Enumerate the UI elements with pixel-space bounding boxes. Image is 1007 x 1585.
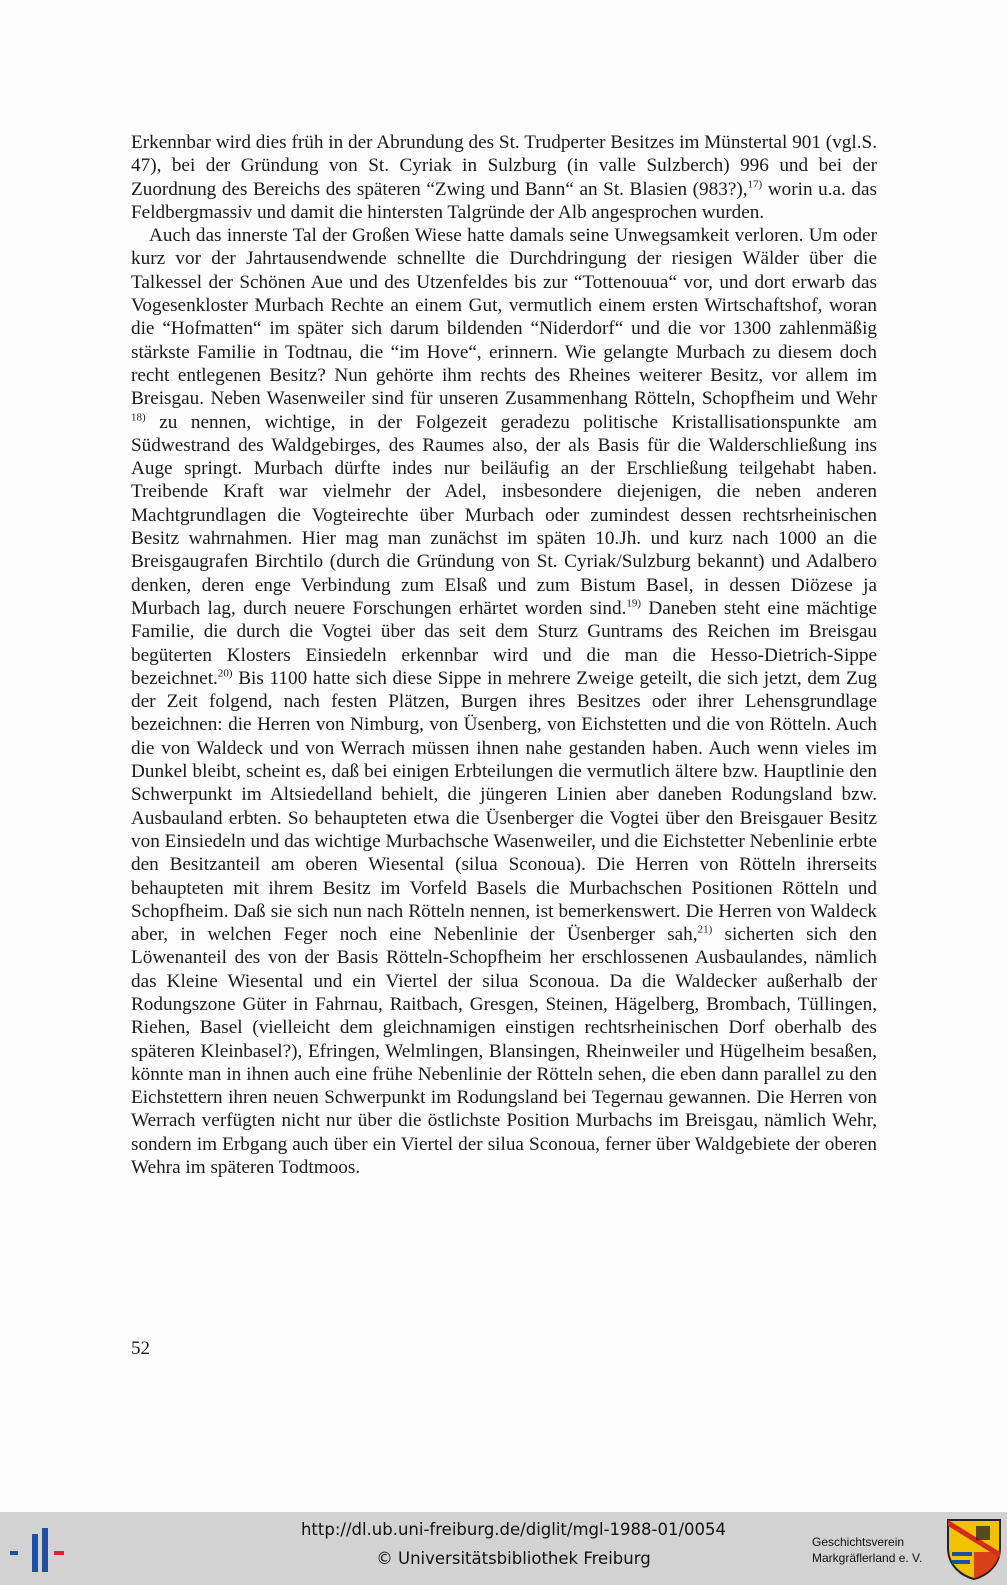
paragraph-text: Erkennbar wird dies früh in der Abrundung des St. Trudperter Besitzes im Münstertal 901 (vgl.S. 47), bei der Gründung von St. Cyriak in Sulzburg (in valle Sulzberch) 996 und bei der Zuordnung des Bereichs des späteren “Zwing und Bann“ an St. Blasien (983?), [131,132,877,200]
coat-of-arms-icon [946,1518,1002,1580]
footnote-marker: 17) [747,178,763,191]
body-text [131,131,877,1179]
paragraph-text: Bis 1100 hatte sich diese Sippe in mehrere Zweige geteilt, die sich jetzt, dem Zug der Zeit folgend, nach festen Plätzen, Burgen ihres Besitzes oder ihrer Lehensgrundlage bezeichnen: die Herren von Nimburg, von Üsenberg, von Eichstetten und die von Rötteln. Auch die von Waldeck und von Werrach müssen ihnen nahe gestanden haben. Auch wenn vieles im Dunkel bleibt, scheint es, daß bei einigen Erbteilungen die vermutlich ältere bzw. Hauptlinie den Schwerpunkt im Altsiedelland behielt, die jüngeren Linien aber daneben Rodungsland bzw. Ausbauland erbten. So behaupteten etwa die Üsenberger die Vogtei über den Breisgauer Besitz von Einsiedeln und das wichtige Murbachsche Wasenweiler, und die Eichstetter Nebenlinie erbte den Besitzanteil am oberen Wiesental (silua Sconoua). Die Herren von Rötteln ihrerseits behaupteten mit ihrem Besitz im Vorfeld Basels die Murbachschen Positionen Rötteln und Schopfheim. Daß sie sich nun nach Rötteln nennen, ist bemerkenswert. Die Herren von Waldeck aber, in welchen Feger noch eine Nebenlinie der Üsenberger sah, [131,667,877,946]
paragraph-text: Auch das innerste Tal der Großen Wiese hatte damals seine Unwegsamkeit verloren. Um oder kurz vor der Jahrtausendwende schnellte die Durchdringung der riesigen Wälder über die Talkessel der Schönen Aue und des Utzenfeldes bis zur “Tottenouua“ vor, und dort erwarb das Vogesenkloster Murbach Rechte an einem Gut, vermutlich einem ersten Wirtschaftshof, woran die “Hofmatten“ im später sich darum bildenden “Niderdorf“ und die vor 1300 zahlenmäßig stärkste Familie in Todtnau, die “im Hove“, erinnern. Wie gelangte Murbach zu diesem doch recht entlegenen Besitz? Nun gehörte ihm rechts des Rheines weiterer Besitz, vor allem im Breisgau. Neben Wasenweiler sind für unseren Zusammenhang Rötteln, Schopfheim und Wehr [131,225,877,410]
society-name-line1: Geschichtsverein [812,1535,905,1549]
footnote-marker: 19) [626,597,642,610]
paragraph [131,131,877,224]
society-name [812,1534,944,1566]
paragraph-text: Daneben steht eine mächtige Familie, die durch die Vogtei über das seit dem Sturz Guntrams des Reichen im Breisgau begüterten Klosters Einsiedeln erkennbar wird und die man die Hesso-Dietrich-Sippe bezeichnet. [131,597,877,689]
footer-bar [0,1512,1007,1585]
footer-copyright: © Universitätsbibliothek Freiburg [376,1549,651,1568]
footer-url-link[interactable]: http://dl.ub.uni-freiburg.de/diglit/mgl-1988-01/0054 [300,1520,727,1539]
footnote-marker: 20) [217,667,233,680]
society-name-line2: Markgräflerland e. V. [812,1551,923,1565]
footnote-marker: 21) [697,923,713,936]
paragraph-text: worin u.a. das Feldbergmassiv und damit die hintersten Talgründe der Alb angesprochen wurden. [131,178,877,223]
paragraph-text: zu nennen, wichtige, in der Folgezeit geradezu politische Kristallisationspunkte am Südwestrand des Waldgebirges, des Raumes also, der als Basis für die Walderschließung ins Auge springt. Murbach dürfte indes nur beiläufig an der Erschließung teilgehabt haben. Treibende Kraft war vielmehr der Adel, insbesondere diejenigen, die neben anderen Machtgrundlagen die Vogteirechte über Murbach oder zumindest dessen rechtsrheinischen Besitz wahrnahmen. Hier mag man zunächst im späten 10.Jh. und kurz nach 1000 an die Breisgaugrafen Birchtilo (durch die Gründung von St. Cyriak/Sulzburg bekannt) und Adalbero denken, deren enge Verbindung zum Elsaß und zum Bistum Basel, in dessen Diözese ja Murbach lag, durch neuere Forschungen erhärtet worden sind. [131,411,877,619]
paragraph-text: sicherten sich den Löwenanteil des von der Basis Rötteln-Schopfheim her erschlossenen Ausbaulandes, nämlich das Kleine Wiesental und ein Viertel der silua Sconoua. Da die Waldecker außerhalb der Rodungszone Güter in Fahrnau, Raitbach, Gresgen, Steinen, Hägelberg, Brombach, Tüllingen, Riehen, Basel (vielleicht dem gleichnamigen einstigen rechtsrheinischen Dorf oberhalb des späteren Kleinbasel?), Efringen, Welmlingen, Blansingen, Rheinweiler und Hügelheim besaßen, könnte man in ihnen auch eine frühe Nebenlinie der Rötteln sehen, die eben dann parallel zu den Eichstettern ihren neuen Schwerpunkt im Rodungsland bei Tegernau gewannen. Die Herren von Werrach verfügten nicht nur über die östlichste Position Murbachs im Breisgau, nämlich Wehr, sondern im Erbgang auch über ein Viertel der silua Sconoua, ferner über Waldgebiete der oberen Wehra im späteren Todtmoos. [131,924,877,1179]
footnote-marker: 18) [131,411,146,424]
page-number: 52 [131,1338,150,1359]
paragraph [131,224,877,1179]
